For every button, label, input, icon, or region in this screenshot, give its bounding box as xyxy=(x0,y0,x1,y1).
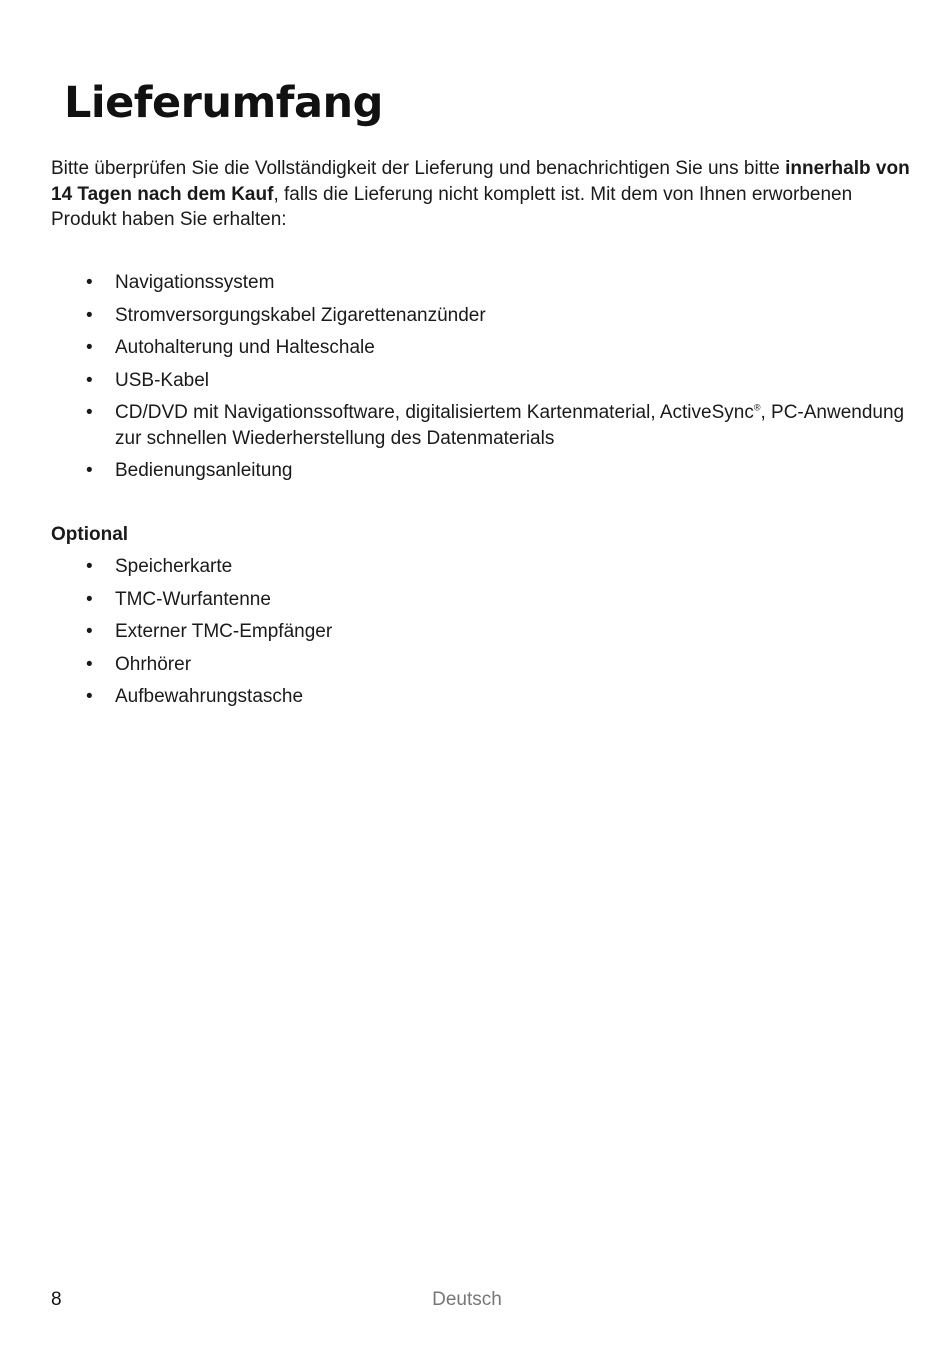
optional-heading: Optional xyxy=(51,524,129,545)
footer-language: Deutsch xyxy=(432,1289,502,1310)
list-item-label: Ohrhörer xyxy=(115,653,192,675)
bullet-icon: • xyxy=(86,621,93,642)
list-item xyxy=(51,270,911,296)
list-item-label: Autohalterung und Halteschale xyxy=(115,337,375,358)
bullet-icon: • xyxy=(86,653,93,675)
list-item-label-continued: , PC-Anwendung zur schnellen Wiederherstellung des Datenmaterials xyxy=(115,402,905,449)
list-item xyxy=(51,554,911,580)
intro-deadline: innerhalb von 14 Tagen nach dem Kauf xyxy=(51,158,910,205)
bullet-icon: • xyxy=(86,272,93,293)
bullet-icon: • xyxy=(86,337,93,358)
page-number: 8 xyxy=(51,1289,62,1310)
intro-paragraph xyxy=(51,156,911,233)
page-title: Lieferumfang xyxy=(64,78,383,128)
bullet-icon: • xyxy=(86,402,93,423)
bullet-icon: • xyxy=(86,369,93,391)
bullet-icon: • xyxy=(86,460,93,481)
intro-text-end: , falls die Lieferung nicht komplett ist. Mit dem von Ihnen erworbenen Produkt haben Sie erhalten: xyxy=(51,183,853,230)
list-item xyxy=(51,368,911,394)
bullet-icon: • xyxy=(86,304,93,326)
list-item xyxy=(51,400,911,451)
intro-text-start: Bitte überprüfen Sie die Vollständigkeit der Lieferung und benachrichtigen Sie uns bitte xyxy=(51,158,786,179)
list-item-label: TMC-Wurfantenne xyxy=(115,588,271,610)
delivery-contents-list xyxy=(51,270,911,491)
list-item-label: Bedienungsanleitung xyxy=(115,460,293,481)
list-item-label: Aufbewahrungstasche xyxy=(115,686,304,707)
list-item xyxy=(51,619,911,645)
list-item-label: CD/DVD mit Navigationssoftware, digitalisiertem Kartenmaterial, ActiveSync xyxy=(115,402,754,423)
list-item xyxy=(51,458,911,484)
list-item xyxy=(51,587,911,613)
optional-contents-list xyxy=(51,554,911,717)
list-item xyxy=(51,335,911,361)
list-item-label: USB-Kabel xyxy=(115,369,209,391)
list-item-label: Externer TMC-Empfänger xyxy=(115,621,333,642)
bullet-icon: • xyxy=(86,686,93,707)
registered-mark: ® xyxy=(753,402,761,413)
list-item xyxy=(51,652,911,678)
list-item xyxy=(51,303,911,329)
bullet-icon: • xyxy=(86,556,93,577)
list-item xyxy=(51,684,911,710)
bullet-icon: • xyxy=(86,588,93,610)
list-item-label: Speicherkarte xyxy=(115,556,233,577)
list-item-label: Navigationssystem xyxy=(115,272,275,293)
list-item-label: Stromversorgungskabel Zigarettenanzünder xyxy=(115,304,486,326)
